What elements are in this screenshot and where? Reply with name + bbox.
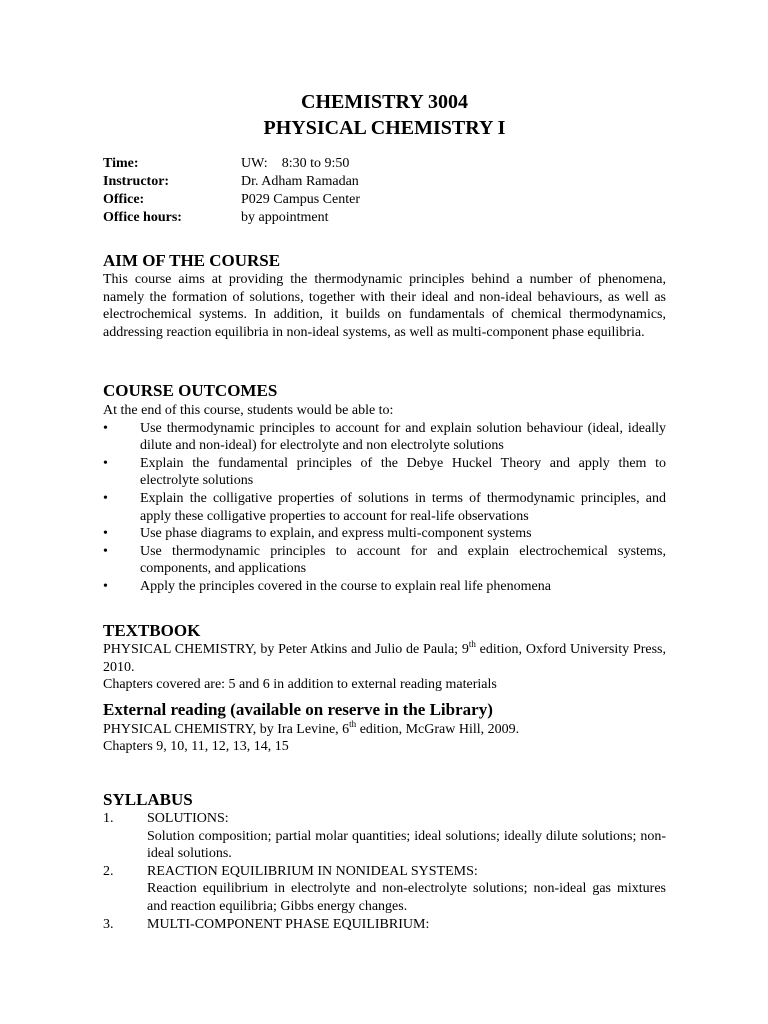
info-row-office-hours	[103, 209, 666, 227]
course-info-table	[103, 155, 666, 227]
external-reading-heading: External reading (available on reserve in the Library)	[103, 700, 493, 719]
info-label: Instructor:	[103, 174, 170, 189]
info-row-time	[103, 155, 666, 173]
outcome-item: • Use phase diagrams to explain, and express multi-component systems	[103, 526, 532, 542]
external-reading-citation: PHYSICAL CHEMISTRY, by Ira Levine, 6th edition, McGraw Hill, 2009.	[103, 719, 520, 737]
bullet-icon: •	[103, 420, 108, 436]
bullet-icon: •	[103, 543, 108, 559]
outcomes-intro: At the end of this course, students would be able to:	[103, 403, 394, 418]
bullet-icon: •	[103, 455, 108, 471]
syllabus-item-description: Solution composition; partial molar quantities; ideal solutions; ideally dilute solutions; non-ideal solutions.	[147, 828, 666, 862]
textbook-citation: PHYSICAL CHEMISTRY, by Peter Atkins and Julio de Paula; 9th edition, Oxford University Press, 2010.	[103, 639, 666, 675]
aim-paragraph: This course aims at providing the thermodynamic principles behind a number of phenomena, namely the formation of solutions, together with their ideal and non-ideal behaviours, as well as electrochemical systems. In addition, it builds on fundamentals of chemical thermodynamics, addressing reaction equilibria in non-ideal systems, as well as multi-component phase equilibria.	[103, 272, 666, 340]
syllabus-item-number: 3.	[103, 916, 114, 932]
info-row-office	[103, 191, 666, 209]
syllabus-item-number: 1.	[103, 811, 114, 826]
syllabus-heading: SYLLABUS	[103, 790, 193, 809]
info-value: Dr. Adham Ramadan	[241, 174, 359, 189]
info-label: Office hours:	[103, 210, 182, 225]
outcome-item: • Apply the principles covered in the course to explain real life phenomena	[103, 578, 551, 594]
bullet-icon: •	[103, 526, 108, 542]
info-label: Time:	[103, 156, 139, 171]
syllabus-item	[103, 863, 666, 916]
info-row-instructor	[103, 173, 666, 191]
syllabus-item-title: MULTI-COMPONENT PHASE EQUILIBRIUM:	[147, 916, 430, 932]
textbook-heading: TEXTBOOK	[103, 621, 201, 640]
syllabus-item-number: 2.	[103, 863, 114, 879]
bullet-icon: •	[103, 490, 108, 506]
external-reading-chapters: Chapters 9, 10, 11, 12, 13, 14, 15	[103, 739, 289, 754]
syllabus-item-title: SOLUTIONS:	[147, 811, 229, 826]
course-code-title: CHEMISTRY 3004	[301, 91, 468, 113]
info-value: by appointment	[241, 210, 329, 225]
bullet-icon: •	[103, 578, 108, 594]
info-value: UW: 8:30 to 9:50	[241, 156, 350, 171]
info-value: P029 Campus Center	[241, 192, 360, 207]
outcome-item: • Explain the colligative properties of solutions in terms of thermodynamic principles, and apply these colligative properties to account for real-life observations	[103, 490, 666, 524]
course-name-title: PHYSICAL CHEMISTRY I	[263, 117, 506, 139]
syllabus-item-description: Reaction equilibrium in electrolyte and non-electrolyte solutions; non-ideal gas mixtures and reaction equilibria; Gibbs energy changes.	[147, 881, 666, 914]
outcomes-list	[103, 420, 666, 596]
outcome-item: • Explain the fundamental principles of the Debye Huckel Theory and apply them to electrolyte solutions	[103, 455, 666, 489]
info-label: Office:	[103, 192, 145, 207]
syllabus-item-title: REACTION EQUILIBRIUM IN NONIDEAL SYSTEMS:	[147, 863, 478, 879]
syllabus-item	[103, 916, 666, 934]
outcome-item: • Use thermodynamic principles to account for and explain solution behaviour (ideal, ideally dilute and non-ideal) for electrolyte and non electrolyte solutions	[103, 420, 666, 454]
syllabus-item	[103, 810, 666, 863]
syllabus-list	[103, 810, 666, 933]
outcome-item: • Use thermodynamic principles to account for and explain electrochemical systems, components, and applications	[103, 543, 666, 577]
textbook-chapters: Chapters covered are: 5 and 6 in addition to external reading materials	[103, 677, 497, 692]
outcomes-heading: COURSE OUTCOMES	[103, 381, 278, 400]
aim-heading: AIM OF THE COURSE	[103, 251, 281, 270]
